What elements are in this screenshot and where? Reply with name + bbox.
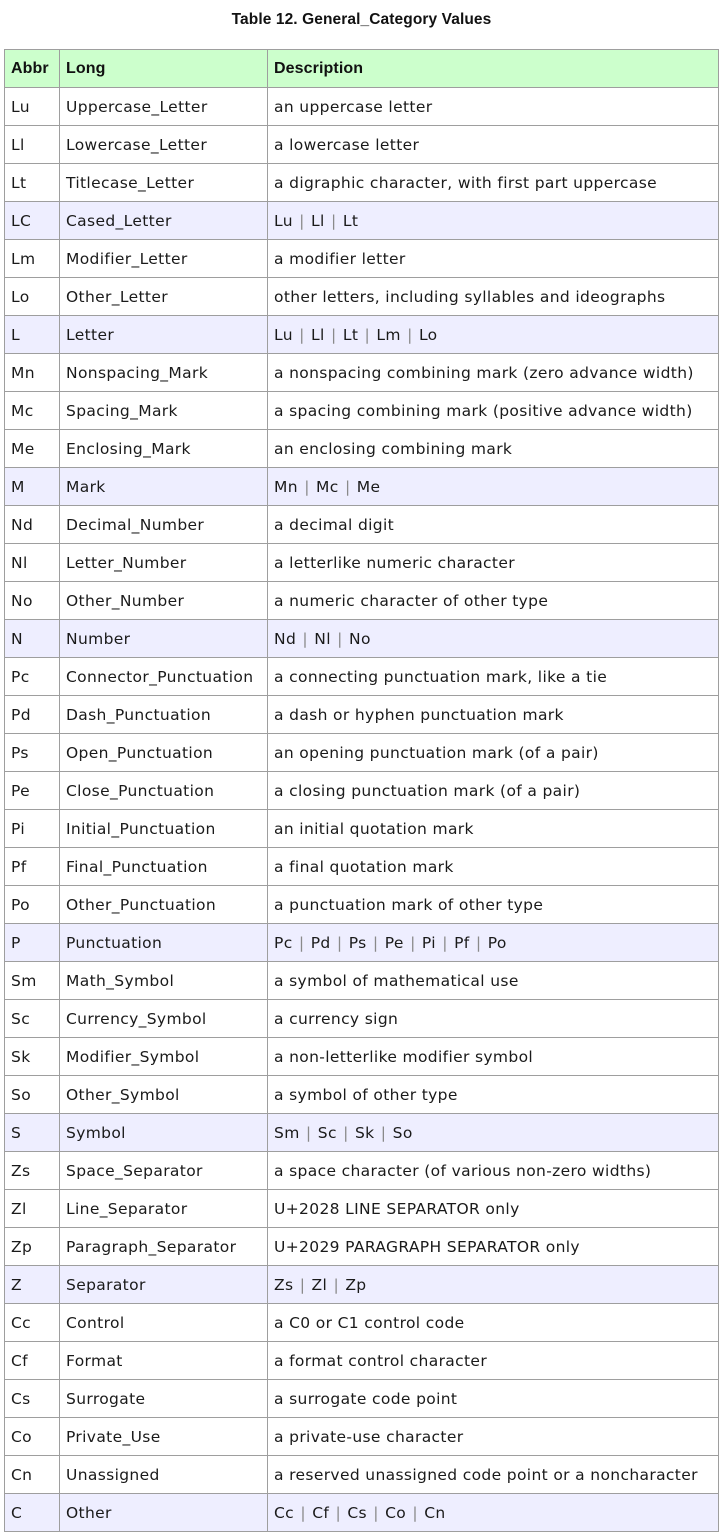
description-cell: Pc | Pd | Ps | Pe | Pi | Pf | Po: [268, 924, 719, 962]
abbr-cell: Z: [5, 1266, 60, 1304]
long-name-cell: Decimal_Number: [60, 506, 268, 544]
description-cell: a closing punctuation mark (of a pair): [268, 772, 719, 810]
abbr-cell: Pd: [5, 696, 60, 734]
description-cell: a final quotation mark: [268, 848, 719, 886]
description-cell: other letters, including syllables and ideographs: [268, 278, 719, 316]
description-cell: an opening punctuation mark (of a pair): [268, 734, 719, 772]
description-cell: a format control character: [268, 1342, 719, 1380]
abbr-cell: Ll: [5, 126, 60, 164]
separator-bar: |: [299, 211, 305, 230]
description-cell: a digraphic character, with first part uppercase: [268, 164, 719, 202]
description-cell: a dash or hyphen punctuation mark: [268, 696, 719, 734]
description-cell: a nonspacing combining mark (zero advance width): [268, 354, 719, 392]
long-name-cell: Other_Symbol: [60, 1076, 268, 1114]
long-name-cell: Number: [60, 620, 268, 658]
abbr-cell: Lm: [5, 240, 60, 278]
header-row: [5, 50, 719, 88]
description-cell: a currency sign: [268, 1000, 719, 1038]
description-cell: a C0 or C1 control code: [268, 1304, 719, 1342]
description-cell: a connecting punctuation mark, like a tie: [268, 658, 719, 696]
group-row: [5, 468, 719, 506]
separator-bar: |: [407, 325, 413, 344]
table-row: [5, 1380, 719, 1418]
long-name-cell: Other: [60, 1494, 268, 1532]
description-cell: a spacing combining mark (positive advance width): [268, 392, 719, 430]
table-row: [5, 962, 719, 1000]
description-cell: a surrogate code point: [268, 1380, 719, 1418]
long-name-cell: Dash_Punctuation: [60, 696, 268, 734]
table-row: [5, 848, 719, 886]
abbr-cell: Me: [5, 430, 60, 468]
abbr-cell: Zs: [5, 1152, 60, 1190]
table-row: [5, 1076, 719, 1114]
abbr-cell: Sk: [5, 1038, 60, 1076]
group-row: [5, 620, 719, 658]
table-row: [5, 810, 719, 848]
abbr-cell: Cc: [5, 1304, 60, 1342]
long-name-cell: Mark: [60, 468, 268, 506]
separator-bar: |: [305, 1123, 312, 1142]
abbr-cell: Lo: [5, 278, 60, 316]
separator-bar: |: [410, 933, 416, 952]
separator-bar: |: [302, 629, 308, 648]
abbr-cell: N: [5, 620, 60, 658]
description-cell: U+2029 PARAGRAPH SEPARATOR only: [268, 1228, 719, 1266]
separator-bar: |: [335, 1503, 342, 1522]
abbr-cell: Po: [5, 886, 60, 924]
table-row: [5, 544, 719, 582]
long-name-cell: Close_Punctuation: [60, 772, 268, 810]
description-cell: a space character (of various non-zero widths): [268, 1152, 719, 1190]
description-cell: a punctuation mark of other type: [268, 886, 719, 924]
table-row: [5, 696, 719, 734]
abbr-cell: Sc: [5, 1000, 60, 1038]
abbr-cell: P: [5, 924, 60, 962]
abbr-cell: Nd: [5, 506, 60, 544]
description-cell: Zs | Zl | Zp: [268, 1266, 719, 1304]
long-name-cell: Nonspacing_Mark: [60, 354, 268, 392]
abbr-cell: C: [5, 1494, 60, 1532]
table-row: [5, 278, 719, 316]
table-row: [5, 658, 719, 696]
long-name-cell: Initial_Punctuation: [60, 810, 268, 848]
description-cell: Lu | Ll | Lt: [268, 202, 719, 240]
group-row: [5, 1114, 719, 1152]
description-cell: an uppercase letter: [268, 88, 719, 126]
abbr-cell: Mc: [5, 392, 60, 430]
separator-bar: |: [380, 1123, 387, 1142]
table-row: [5, 1190, 719, 1228]
table-row: [5, 886, 719, 924]
abbr-cell: Lu: [5, 88, 60, 126]
long-name-cell: Unassigned: [60, 1456, 268, 1494]
description-cell: Cc | Cf | Cs | Co | Cn: [268, 1494, 719, 1532]
table-row: [5, 126, 719, 164]
long-name-cell: Paragraph_Separator: [60, 1228, 268, 1266]
separator-bar: |: [299, 325, 305, 344]
description-cell: a non-letterlike modifier symbol: [268, 1038, 719, 1076]
description-cell: a lowercase letter: [268, 126, 719, 164]
description-cell: a reserved unassigned code point or a noncharacter: [268, 1456, 719, 1494]
long-name-cell: Surrogate: [60, 1380, 268, 1418]
description-cell: an enclosing combining mark: [268, 430, 719, 468]
group-row: [5, 1266, 719, 1304]
table-row: [5, 772, 719, 810]
separator-bar: |: [364, 325, 371, 344]
table-row: [5, 1418, 719, 1456]
table-row: [5, 734, 719, 772]
description-cell: a letterlike numeric character: [268, 544, 719, 582]
separator-bar: |: [372, 933, 379, 952]
abbr-cell: Sm: [5, 962, 60, 1000]
abbr-cell: Mn: [5, 354, 60, 392]
table-row: [5, 1152, 719, 1190]
abbr-cell: Zl: [5, 1190, 60, 1228]
long-name-cell: Lowercase_Letter: [60, 126, 268, 164]
abbr-cell: Pi: [5, 810, 60, 848]
abbr-cell: Pe: [5, 772, 60, 810]
table-row: [5, 1038, 719, 1076]
description-cell: Mn | Mc | Me: [268, 468, 719, 506]
table-row: [5, 506, 719, 544]
long-name-cell: Line_Separator: [60, 1190, 268, 1228]
table-caption: Table 12. General_Category Values: [231, 11, 492, 28]
separator-bar: |: [304, 477, 310, 496]
long-name-cell: Space_Separator: [60, 1152, 268, 1190]
description-cell: a modifier letter: [268, 240, 719, 278]
table-body: [5, 88, 719, 1532]
table-row: [5, 582, 719, 620]
long-name-cell: Math_Symbol: [60, 962, 268, 1000]
separator-bar: |: [336, 933, 343, 952]
table-row: [5, 164, 719, 202]
abbr-cell: Nl: [5, 544, 60, 582]
group-row: [5, 924, 719, 962]
header-description: Description: [268, 50, 719, 88]
long-name-cell: Separator: [60, 1266, 268, 1304]
table-row: [5, 88, 719, 126]
abbr-cell: So: [5, 1076, 60, 1114]
long-name-cell: Punctuation: [60, 924, 268, 962]
long-name-cell: Private_Use: [60, 1418, 268, 1456]
separator-bar: |: [412, 1503, 418, 1522]
separator-bar: |: [373, 1503, 379, 1522]
abbr-cell: LC: [5, 202, 60, 240]
separator-bar: |: [343, 1123, 349, 1142]
abbr-cell: S: [5, 1114, 60, 1152]
table-row: [5, 392, 719, 430]
table-row: [5, 240, 719, 278]
long-name-cell: Symbol: [60, 1114, 268, 1152]
long-name-cell: Other_Letter: [60, 278, 268, 316]
table-row: [5, 1342, 719, 1380]
table-row: [5, 1456, 719, 1494]
long-name-cell: Currency_Symbol: [60, 1000, 268, 1038]
general-category-table: [4, 49, 719, 1532]
group-row: [5, 1494, 719, 1532]
abbr-cell: Zp: [5, 1228, 60, 1266]
long-name-cell: Control: [60, 1304, 268, 1342]
long-name-cell: Modifier_Symbol: [60, 1038, 268, 1076]
header-long: Long: [60, 50, 268, 88]
abbr-cell: Pf: [5, 848, 60, 886]
separator-bar: |: [300, 1503, 306, 1522]
table-row: [5, 1228, 719, 1266]
separator-bar: |: [330, 211, 337, 230]
separator-bar: |: [442, 933, 448, 952]
description-cell: a symbol of mathematical use: [268, 962, 719, 1000]
separator-bar: |: [475, 933, 482, 952]
long-name-cell: Letter_Number: [60, 544, 268, 582]
abbr-cell: Cn: [5, 1456, 60, 1494]
abbr-cell: M: [5, 468, 60, 506]
table-row: [5, 354, 719, 392]
long-name-cell: Uppercase_Letter: [60, 88, 268, 126]
group-row: [5, 202, 719, 240]
description-cell: Lu | Ll | Lt | Lm | Lo: [268, 316, 719, 354]
separator-bar: |: [333, 1275, 340, 1294]
description-cell: a numeric character of other type: [268, 582, 719, 620]
description-cell: a decimal digit: [268, 506, 719, 544]
long-name-cell: Final_Punctuation: [60, 848, 268, 886]
separator-bar: |: [299, 1275, 306, 1294]
long-name-cell: Connector_Punctuation: [60, 658, 268, 696]
group-row: [5, 316, 719, 354]
long-name-cell: Letter: [60, 316, 268, 354]
description-cell: Nd | Nl | No: [268, 620, 719, 658]
description-cell: a symbol of other type: [268, 1076, 719, 1114]
separator-bar: |: [344, 477, 351, 496]
table-row: [5, 1304, 719, 1342]
separator-bar: |: [298, 933, 305, 952]
abbr-cell: Cs: [5, 1380, 60, 1418]
abbr-cell: Co: [5, 1418, 60, 1456]
description-cell: Sm | Sc | Sk | So: [268, 1114, 719, 1152]
abbr-cell: Cf: [5, 1342, 60, 1380]
abbr-cell: Pc: [5, 658, 60, 696]
header-abbr: Abbr: [5, 50, 60, 88]
long-name-cell: Cased_Letter: [60, 202, 268, 240]
abbr-cell: Lt: [5, 164, 60, 202]
long-name-cell: Titlecase_Letter: [60, 164, 268, 202]
long-name-cell: Modifier_Letter: [60, 240, 268, 278]
table-row: [5, 430, 719, 468]
long-name-cell: Format: [60, 1342, 268, 1380]
abbr-cell: L: [5, 316, 60, 354]
table-row: [5, 1000, 719, 1038]
long-name-cell: Open_Punctuation: [60, 734, 268, 772]
separator-bar: |: [330, 325, 337, 344]
description-cell: U+2028 LINE SEPARATOR only: [268, 1190, 719, 1228]
separator-bar: |: [337, 629, 343, 648]
long-name-cell: Spacing_Mark: [60, 392, 268, 430]
long-name-cell: Enclosing_Mark: [60, 430, 268, 468]
long-name-cell: Other_Punctuation: [60, 886, 268, 924]
description-cell: a private-use character: [268, 1418, 719, 1456]
long-name-cell: Other_Number: [60, 582, 268, 620]
abbr-cell: Ps: [5, 734, 60, 772]
abbr-cell: No: [5, 582, 60, 620]
description-cell: an initial quotation mark: [268, 810, 719, 848]
